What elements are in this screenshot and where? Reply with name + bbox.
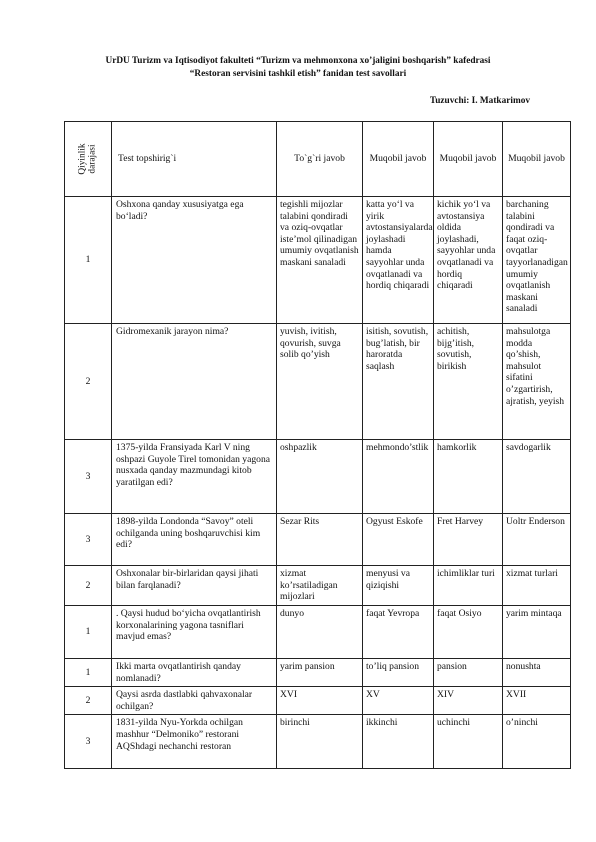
alternative-answer-cell: XV — [363, 687, 434, 715]
alternative-answer-cell: ikkinchi — [363, 715, 434, 769]
header-difficulty — [65, 122, 112, 197]
table-header-row — [65, 122, 571, 197]
correct-answer-cell: xizmat ko’rsatiladigan mijozlari — [277, 566, 363, 606]
correct-answer-cell: yarim pansion — [277, 659, 363, 687]
question-cell: Oshxonalar bir-birlaridan qaysi jihati bilan farqlanadi? — [112, 566, 277, 606]
alternative-answer-cell: hamkorlik — [434, 440, 503, 514]
alternative-answer-cell: faqat Yevropa — [363, 606, 434, 659]
question-cell: Qaysi asrda dastlabki qahvaxonalar ochilgan? — [112, 687, 277, 715]
alternative-answer-cell: o’ninchi — [503, 715, 571, 769]
header-correct-answer: To`g`ri javob — [277, 122, 363, 197]
alternative-answer-cell: ichimliklar turi — [434, 566, 503, 606]
difficulty-cell: 1 — [65, 606, 112, 659]
table-row — [65, 566, 571, 606]
alternative-answer-cell: faqat Osiyo — [434, 606, 503, 659]
document-title: UrDU Turizm va Iqtisodiyot fakulteti “Turizm va mehmonxona xo’jaligini boshqarish” kafedrasi — [105, 56, 491, 66]
header-difficulty-line2: darajasi — [87, 144, 98, 174]
question-cell: Gidromexanik jarayon nima? — [112, 324, 277, 440]
correct-answer-cell: XVI — [277, 687, 363, 715]
alternative-answer-cell: to’liq pansion — [363, 659, 434, 687]
alternative-answer-cell: uchinchi — [434, 715, 503, 769]
alternative-answer-cell: XIV — [434, 687, 503, 715]
table-row — [65, 687, 571, 715]
difficulty-cell: 2 — [65, 324, 112, 440]
difficulty-cell: 3 — [65, 514, 112, 566]
alternative-answer-cell: savdogarlik — [503, 440, 571, 514]
correct-answer-cell: birinchi — [277, 715, 363, 769]
alternative-answer-cell: nonushta — [503, 659, 571, 687]
header-alternative-1: Muqobil javob — [363, 122, 434, 197]
document-subtitle: “Restoran servisini tashkil etish” fanidan test savollari — [189, 69, 407, 79]
difficulty-cell: 2 — [65, 687, 112, 715]
alternative-answer-cell: kichik yo‘l va avtostansiya oldida joylashadi, sayyohlar unda ovqatlanadi va hordiq chiqaradi — [434, 197, 503, 324]
alternative-answer-cell: barchaning talabini qondiradi va faqat oziq-ovqatlar tayyorlanadigan umumiy ovqatlanish maskani sanaladi — [503, 197, 571, 324]
table-row — [65, 715, 571, 769]
difficulty-cell: 3 — [65, 715, 112, 769]
alternative-answer-cell: pansion — [434, 659, 503, 687]
question-cell: Oshxona qanday xususiyatga ega bo‘ladi? — [112, 197, 277, 324]
header-task: Test topshirig`i — [112, 122, 277, 197]
alternative-answer-cell: mahsulotga modda qo’shish, mahsulot sifatini o’zgartirish, ajratish, yeyish — [503, 324, 571, 440]
test-questions-table — [64, 121, 571, 769]
alternative-answer-cell: Fret Harvey — [434, 514, 503, 566]
question-cell: . Qaysi hudud bo‘yicha ovqatlantirish korxonalarining yagona tasniflari mavjud emas? — [112, 606, 277, 659]
correct-answer-cell: tegishli mijozlar talabini qondiradi va oziq-ovqatlar iste’mol qilinadigan umumiy ovqatlanish maskani sanaladi — [277, 197, 363, 324]
author-line: Tuzuvchi: I. Matkarimov — [429, 96, 530, 106]
alternative-answer-cell: yarim mintaqa — [503, 606, 571, 659]
header-alternative-2: Muqobil javob — [434, 122, 503, 197]
difficulty-cell: 3 — [65, 440, 112, 514]
correct-answer-cell: oshpazlik — [277, 440, 363, 514]
table-row — [65, 514, 571, 566]
header-alternative-3: Muqobil javob — [503, 122, 571, 197]
alternative-answer-cell: mehmondo’stlik — [363, 440, 434, 514]
correct-answer-cell: dunyo — [277, 606, 363, 659]
table-row — [65, 197, 571, 324]
difficulty-cell: 1 — [65, 197, 112, 324]
table-row — [65, 606, 571, 659]
question-cell: 1375-yilda Fransiyada Karl V ning oshpazi Guyole Tirel tomonidan yagona nusxada qanday mazmundagi kitob yaratilgan edi? — [112, 440, 277, 514]
header-difficulty-line1: Qiyinlik — [77, 143, 88, 175]
correct-answer-cell: yuvish, ivitish, qovurish, suvga solib qo’yish — [277, 324, 363, 440]
alternative-answer-cell: XVII — [503, 687, 571, 715]
alternative-answer-cell: Uoltr Enderson — [503, 514, 571, 566]
table-row — [65, 440, 571, 514]
alternative-answer-cell: menyusi va qiziqishi — [363, 566, 434, 606]
question-cell: Ikki marta ovqatlantirish qanday nomlanadi? — [112, 659, 277, 687]
question-cell: 1898-yilda Londonda “Savoy” oteli ochilganda uning boshqaruvchisi kim edi? — [112, 514, 277, 566]
correct-answer-cell: Sezar Rits — [277, 514, 363, 566]
difficulty-cell: 2 — [65, 566, 112, 606]
alternative-answer-cell: Ogyust Eskofe — [363, 514, 434, 566]
table-row — [65, 659, 571, 687]
table-row — [65, 324, 571, 440]
question-cell: 1831-yilda Nyu-Yorkda ochilgan mashhur “Delmoniko” restorani AQShdagi nechanchi restoran — [112, 715, 277, 769]
alternative-answer-cell: katta yo‘l va yirik avtostansiyalarda joylashadi hamda sayyohlar unda ovqatlanadi va hordiq chiqaradi — [363, 197, 434, 324]
difficulty-cell: 1 — [65, 659, 112, 687]
alternative-answer-cell: xizmat turlari — [503, 566, 571, 606]
alternative-answer-cell: achitish, bijg’itish, sovutish, birikish — [434, 324, 503, 440]
alternative-answer-cell: isitish, sovutish, bug’latish, bir haroratda saqlash — [363, 324, 434, 440]
